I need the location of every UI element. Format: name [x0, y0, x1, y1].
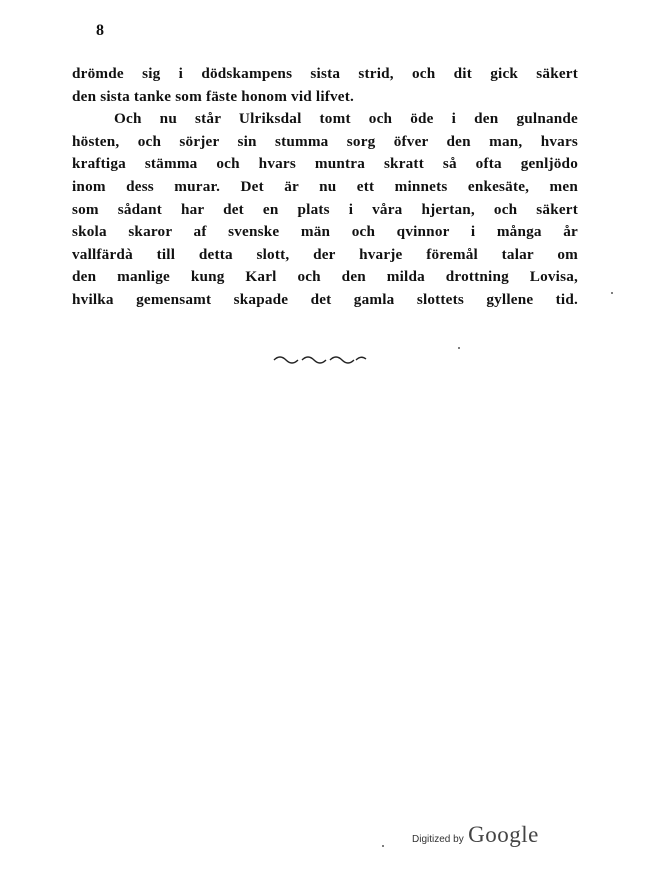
- digitized-by-label: Digitized by: [412, 834, 464, 845]
- text-line: skola skaror af svenske män och qvinnor i många år: [72, 223, 578, 241]
- text-line: hvilka gemensamt skapade det gamla slottets gyllene tid.: [72, 290, 578, 308]
- google-logo: Google: [468, 822, 539, 847]
- text-line: kraftiga stämma och hvars muntra skratt så ofta genljödo: [72, 155, 578, 173]
- scan-speck: [611, 292, 613, 294]
- text-line: den manlige kung Karl och den milda drottning Lovisa,: [72, 268, 578, 286]
- text-line: inom dess murar. Det är nu ett minnets enkesäte, men: [72, 177, 578, 195]
- body-text: [72, 63, 578, 312]
- digitized-watermark: [412, 822, 539, 848]
- scan-speck: [382, 845, 384, 847]
- text-line: Och nu står Ulriksdal tomt och öde i den gulnande: [114, 110, 578, 128]
- text-line: den sista tanke som fäste honom vid lifvet.: [72, 87, 354, 105]
- text-line: som sådant har det en plats i våra hjertan, och säkert: [72, 200, 578, 218]
- text-line: drömde sig i dödskampens sista strid, och dit gick säkert: [72, 65, 578, 82]
- text-line: hösten, och sörjer sin stumma sorg öfver den man, hvars: [72, 132, 578, 150]
- text-line: vallfärdà till detta slott, der hvarje föremål talar om: [72, 245, 578, 263]
- scan-speck: [458, 347, 460, 349]
- ornament-divider-icon: [272, 352, 368, 366]
- page-number: 8: [96, 22, 104, 39]
